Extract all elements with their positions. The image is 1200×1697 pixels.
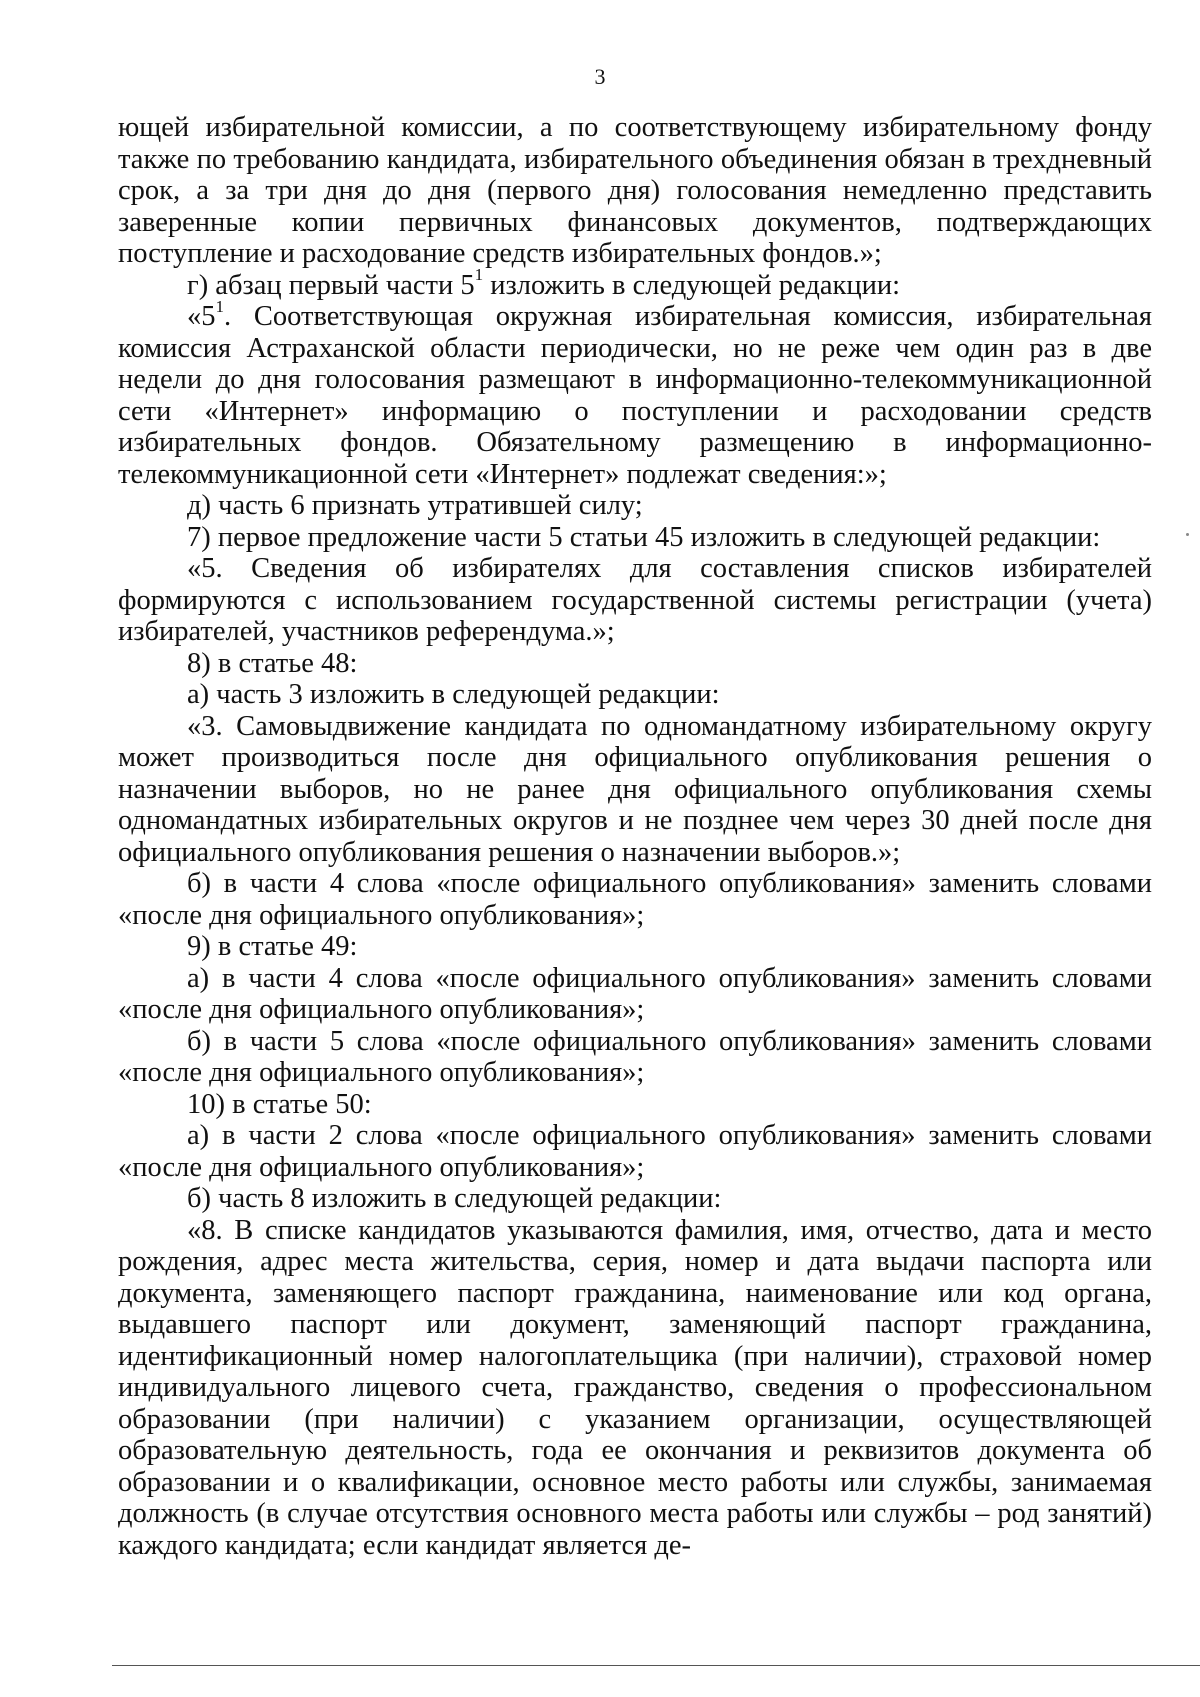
- paragraph-text: изложить в следующей редакции:: [483, 269, 900, 301]
- paragraph-text: 7) первое предложение части 5 статьи 45 изложить в следующей редакции:: [187, 521, 1101, 553]
- paragraph: [118, 679, 1152, 711]
- paragraph-text: б) в части 4 слова «после официального опубликования» заменить словами «после дня официального опубликования»;: [118, 868, 1152, 931]
- document-body: [118, 112, 1152, 1561]
- paragraph-text: б) часть 8 изложить в следующей редакции:: [187, 1183, 722, 1214]
- paragraph: [118, 112, 1152, 270]
- paragraph: [118, 1120, 1152, 1183]
- paragraph-text: б) в части 5 слова «после официального опубликования» заменить словами «после дня официального опубликования»;: [118, 1025, 1152, 1088]
- paragraph: [118, 1183, 1152, 1215]
- page-bottom-rule: [112, 1665, 1200, 1666]
- page-number: 3: [594, 64, 606, 89]
- scan-artifact-dot: [1186, 533, 1189, 536]
- paragraph-text: 8) в статье 48:: [187, 647, 358, 679]
- paragraph: [118, 1026, 1152, 1089]
- paragraph-text: а) в части 2 слова «после официального опубликования» заменить словами «после дня официального опубликования»;: [118, 1120, 1152, 1183]
- paragraph: [118, 296, 1152, 490]
- paragraph-text: а) в части 4 слова «после официального опубликования» заменить словами «после дня официального опубликования»;: [118, 962, 1152, 1025]
- paragraph-text: г) абзац первый части 5: [187, 269, 475, 301]
- paragraph: [118, 1089, 1152, 1121]
- paragraph-text: 10) в статье 50:: [187, 1088, 372, 1120]
- paragraph: [118, 522, 1152, 554]
- paragraph-text: а) часть 3 изложить в следующей редакции:: [187, 679, 720, 710]
- superscript: 1: [474, 265, 484, 285]
- paragraph: [118, 648, 1152, 680]
- paragraph-text: . Соответствующая окружная избирательная комиссия, избирательная комиссия Астраханской области периодически, но не реже чем один раз в две недели до дня голосования размещают в информационно-телекоммуникационной сети «Интернет» информацию о поступлении и расходовании средств избирательных фондов. Обязательному размещению в информационно-телекоммуникационной сети «Интернет» подлежат сведения:»;: [118, 301, 1152, 490]
- paragraph: [118, 931, 1152, 963]
- paragraph: [118, 553, 1152, 648]
- paragraph-text: д) часть 6 признать утратившей силу;: [187, 490, 643, 521]
- paragraph-text: «8. В списке кандидатов указываются фамилия, имя, отчество, дата и место рождения, адрес места жительства, серия, номер и дата выдачи паспорта или документа, заменяющего паспорт гражданина, наименование или код органа, выдавшего паспорт или документ, заменяющий паспорт гражданина, идентификационный номер налогоплательщика (при наличии), страховой номер индивидуального лицевого счета, гражданство, сведения о профессиональном образовании (при наличии) с указанием организации, осуществляющей образовательную деятельность, года ее окончания и реквизитов документа об образовании и о квалификации, основное место работы или службы, занимаемая должность (в случае отсутствия основного места работы или службы – род занятий) каждого кандидата; если кандидат является де-: [118, 1214, 1152, 1561]
- paragraph: [118, 963, 1152, 1026]
- paragraph: [118, 868, 1152, 931]
- paragraph-text: «5. Сведения об избирателях для составления списков избирателей формируются с использованием государственной системы регистрации (учета) избирателей, участников референдума.»;: [118, 553, 1152, 647]
- superscript: 1: [215, 296, 225, 316]
- paragraph-text: «5: [187, 301, 216, 332]
- paragraph-text: «3. Самовыдвижение кандидата по одномандатному избирательному округу может производиться после дня официального опубликования решения о назначении выборов, но не ранее дня официального опубликования схемы одномандатных избирательных округов и не позднее чем через 30 дней после дня официального опубликования решения о назначении выборов.»;: [118, 710, 1152, 868]
- paragraph: [118, 711, 1152, 869]
- paragraph-text: ющей избирательной комиссии, а по соответствующему избирательному фонду также по требованию кандидата, избирательного объединения обязан в трехдневный срок, а за три дня до дня (первого дня) голосования немедленно представить заверенные копии первичных финансовых документов, подтверждающих поступление и расходование средств избирательных фондов.»;: [118, 112, 1152, 269]
- paragraph: [118, 490, 1152, 522]
- paragraph-text: 9) в статье 49:: [187, 931, 358, 962]
- paragraph: [118, 1215, 1152, 1562]
- paragraph: [118, 265, 1152, 302]
